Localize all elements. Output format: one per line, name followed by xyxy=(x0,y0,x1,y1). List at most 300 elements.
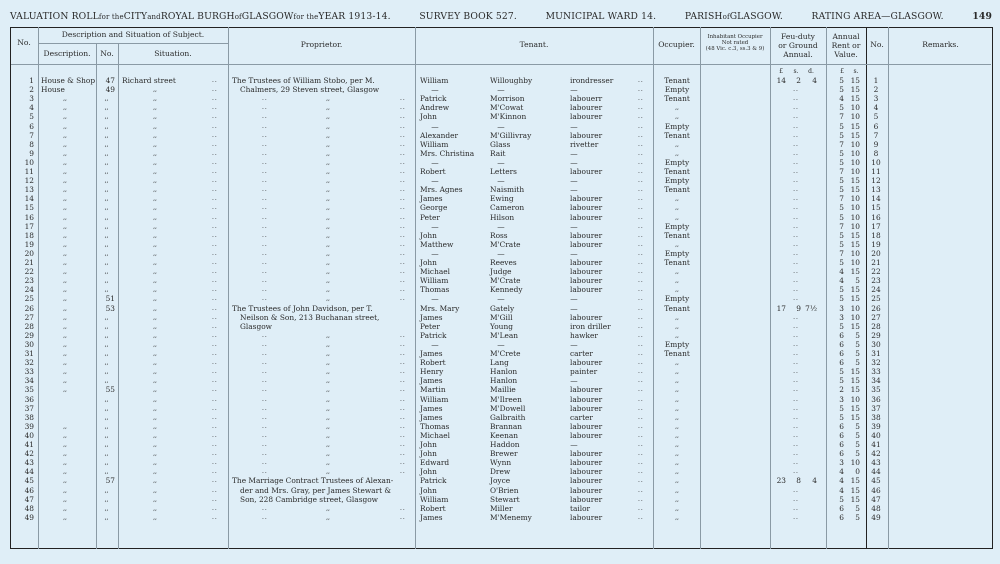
tenant-surname: Hanlon xyxy=(490,376,518,386)
leader-dots: .. xyxy=(638,450,644,458)
leader-dots: .. xyxy=(638,486,644,494)
situation: ,, xyxy=(153,477,157,485)
leader-dots: .. xyxy=(638,131,644,139)
leader-dots: .. xyxy=(638,186,644,194)
proprietor-ditto: ,, xyxy=(326,350,330,357)
rent-pounds: 3 xyxy=(839,458,844,468)
proprietor-ditto-dots: .. xyxy=(262,340,268,348)
unit-pounds: £ xyxy=(779,68,783,75)
description: ,, xyxy=(63,286,67,294)
subject-number: ,, xyxy=(104,286,109,294)
feu-empty-dots: .. xyxy=(793,240,799,248)
feu-pounds: 14 xyxy=(776,76,786,85)
tenant-surname: Brannan xyxy=(490,421,523,431)
leader-dots: .. xyxy=(638,158,644,166)
header-proprietor: Proprietor. xyxy=(300,40,343,49)
row-number: 32 xyxy=(24,358,34,368)
leader-dots: .. xyxy=(638,149,644,157)
description: ,, xyxy=(63,322,67,330)
proprietor-ditto: ,, xyxy=(326,431,330,439)
description: ,, xyxy=(63,140,67,148)
row-number-2: 40 xyxy=(871,430,881,440)
occupier-status: ,, xyxy=(675,395,679,403)
description: ,, xyxy=(63,495,67,503)
rent-pounds: 5 xyxy=(839,239,844,249)
subject-number: ,, xyxy=(104,313,109,321)
tenant-occupation: labourer xyxy=(570,449,603,459)
column-divider xyxy=(228,27,229,549)
leader-dots: .. xyxy=(638,122,644,130)
tenant-surname: Kennedy xyxy=(490,285,523,295)
tenant-first-name: Mrs. Christina xyxy=(420,148,475,158)
row-number-2: 11 xyxy=(871,167,881,176)
subject-number: ,, xyxy=(104,486,109,494)
proprietor-ditto: ,, xyxy=(326,140,330,148)
tenant-occupation: carter xyxy=(570,349,593,358)
leader-dots: .. xyxy=(638,177,644,185)
leader-dots: .. xyxy=(212,359,218,367)
leader-dots: .. xyxy=(212,104,218,112)
tenant-first-name: John xyxy=(420,467,437,477)
feu-empty-dots: .. xyxy=(793,195,799,203)
proprietor-ditto-dots: .. xyxy=(262,204,268,212)
proprietor-ditto-dots: .. xyxy=(262,468,268,476)
description: ,, xyxy=(63,268,67,276)
tenant-surname: Wynn xyxy=(490,458,512,468)
header-feu-duty: Feu-duty or Ground Annual. xyxy=(778,32,818,59)
rent-shillings: 10 xyxy=(850,458,860,468)
feu-empty-dots: .. xyxy=(793,268,799,276)
occupier-status: ,, xyxy=(675,413,679,421)
rent-shillings: 5 xyxy=(855,503,860,513)
tenant-first-name: John xyxy=(420,449,437,459)
tenant-occupation: hawker xyxy=(570,330,598,340)
rent-pounds: 7 xyxy=(839,194,844,204)
occupier-status: ,, xyxy=(675,450,679,458)
page-header xyxy=(10,9,992,23)
tenant-occupation: — xyxy=(570,85,578,95)
rent-shillings: 10 xyxy=(850,212,860,222)
situation: ,, xyxy=(153,386,157,394)
leader-dots: .. xyxy=(400,249,406,257)
row-number-2: 46 xyxy=(871,485,881,495)
row-number: 33 xyxy=(24,367,34,377)
proprietor-ditto: ,, xyxy=(326,158,330,166)
feu-empty-dots: .. xyxy=(793,286,799,294)
column-divider xyxy=(653,27,654,549)
leader-dots: .. xyxy=(638,459,644,467)
feu-empty-dots: .. xyxy=(793,404,799,412)
feu-empty-dots: .. xyxy=(793,441,799,448)
description: ,, xyxy=(63,259,67,266)
row-number-2: 27 xyxy=(871,312,881,322)
row-number: 38 xyxy=(24,412,34,422)
tenant-surname: M'Ilreen xyxy=(490,394,522,404)
leader-dots: .. xyxy=(212,240,218,248)
row-number-2: 41 xyxy=(871,440,881,449)
row-number-2: 30 xyxy=(871,339,881,349)
tenant-surname: M'Lean xyxy=(490,330,519,340)
rent-pounds: 6 xyxy=(839,349,844,358)
subject-number: ,, xyxy=(104,377,109,385)
leader-dots: .. xyxy=(212,413,218,421)
proprietor-ditto: ,, xyxy=(326,240,330,248)
row-number-2: 1 xyxy=(873,76,879,85)
description: ,, xyxy=(63,240,67,248)
tenant-occupation: labourer xyxy=(570,258,603,267)
leader-dots: .. xyxy=(400,240,406,248)
feu-empty-dots: .. xyxy=(793,259,799,266)
description: ,, xyxy=(63,304,67,312)
leader-dots: .. xyxy=(212,504,218,512)
proprietor-ditto-dots: .. xyxy=(262,286,268,294)
rent-shillings: 15 xyxy=(850,403,860,413)
tenant-occupation: labourer xyxy=(570,285,603,295)
tenant-surname: M'Kinnon xyxy=(490,112,527,122)
feu-empty-dots: .. xyxy=(793,168,799,175)
row-number-2: 20 xyxy=(871,248,881,258)
row-number-2: 26 xyxy=(871,303,881,313)
proprietor-ditto-dots: .. xyxy=(262,422,268,430)
leader-dots: .. xyxy=(212,322,218,330)
tenant-surname: M'Crate xyxy=(490,276,521,286)
row-number: 17 xyxy=(24,221,34,231)
proprietor-ditto: ,, xyxy=(326,504,330,512)
subject-number: ,, xyxy=(104,368,109,376)
rent-shillings: 15 xyxy=(850,485,860,495)
occupier-status: ,, xyxy=(675,495,679,503)
tenant-surname: M'Crate xyxy=(490,239,521,249)
rent-shillings: 15 xyxy=(850,385,860,395)
feu-empty-dots: .. xyxy=(793,359,799,367)
row-number: 18 xyxy=(24,230,34,240)
rent-pounds: 5 xyxy=(839,321,844,331)
leader-dots: .. xyxy=(212,222,218,230)
occupier-status: Tenant xyxy=(664,258,690,267)
proprietor-ditto-dots: .. xyxy=(262,95,268,103)
subject-number: ,, xyxy=(104,359,109,367)
row-number: 13 xyxy=(24,185,34,195)
occupier-status: ,, xyxy=(675,204,679,212)
situation: ,, xyxy=(153,468,157,476)
proprietor-ditto: ,, xyxy=(326,413,330,421)
leader-dots: .. xyxy=(638,322,644,330)
row-number: 15 xyxy=(24,203,34,213)
tenant-first-name: — xyxy=(431,248,439,258)
tenant-surname: M'Crete xyxy=(490,349,521,358)
situation: ,, xyxy=(153,149,157,157)
proprietor-ditto-dots: .. xyxy=(262,368,268,376)
tenant-occupation: labourer xyxy=(570,385,603,395)
tenant-occupation: — xyxy=(570,294,578,304)
description: ,, xyxy=(63,113,67,121)
feu-empty-dots: .. xyxy=(793,459,799,467)
occupier-status: Tenant xyxy=(664,230,690,240)
description: ,, xyxy=(63,295,67,303)
feu-empty-dots: .. xyxy=(793,158,799,166)
row-number: 31 xyxy=(24,349,34,358)
leader-dots: .. xyxy=(638,295,644,303)
row-number: 5 xyxy=(29,112,34,122)
tenant-first-name: George xyxy=(420,203,448,213)
row-number-2: 13 xyxy=(871,185,881,195)
row-number: 41 xyxy=(24,440,34,449)
tenant-first-name: Robert xyxy=(420,167,446,176)
leader-dots: .. xyxy=(400,441,406,448)
occupier-status: Tenant xyxy=(664,167,690,176)
row-number-2: 38 xyxy=(871,412,881,422)
subject-number: ,, xyxy=(104,495,109,503)
rent-shillings: 15 xyxy=(850,76,860,85)
rent-shillings: 15 xyxy=(850,239,860,249)
leader-dots: .. xyxy=(212,86,218,94)
proprietor-ditto-dots: .. xyxy=(262,259,268,266)
occupier-status: Tenant xyxy=(664,349,690,358)
subject-number: 47 xyxy=(105,76,115,85)
row-number-2: 35 xyxy=(871,385,881,395)
rent-pounds: 6 xyxy=(839,430,844,440)
row-number-2: 9 xyxy=(873,139,879,149)
feu-pence: 4 xyxy=(812,476,817,486)
title-part: ROYAL BURGH xyxy=(160,10,235,22)
rent-shillings: 10 xyxy=(850,312,860,322)
tenant-first-name: John xyxy=(420,112,437,122)
rent-pounds: 5 xyxy=(839,212,844,222)
occupier-status: Tenant xyxy=(664,130,690,140)
rent-shillings: 15 xyxy=(850,321,860,331)
description: ,, xyxy=(63,149,67,157)
row-number-2: 18 xyxy=(871,230,881,240)
tenant-surname: Glass xyxy=(490,139,511,149)
proprietor-ditto-dots: .. xyxy=(262,249,268,257)
proprietor-ditto-dots: .. xyxy=(262,140,268,148)
leader-dots: .. xyxy=(400,259,406,266)
description: ,, xyxy=(63,450,67,458)
row-number: 34 xyxy=(24,376,34,386)
rent-pounds: 5 xyxy=(839,176,844,186)
leader-dots: .. xyxy=(638,340,644,348)
rent-shillings: 10 xyxy=(850,139,860,149)
leader-dots: .. xyxy=(400,195,406,203)
row-number-2: 31 xyxy=(871,349,881,358)
tenant-surname: Judge xyxy=(490,267,512,277)
tenant-first-name: — xyxy=(431,339,439,349)
situation: ,, xyxy=(153,122,157,130)
tenant-occupation: — xyxy=(570,121,578,131)
subject-number: ,, xyxy=(104,468,109,476)
situation: ,, xyxy=(153,395,157,403)
row-number-2: 25 xyxy=(871,294,881,304)
proprietor-ditto: ,, xyxy=(326,377,330,385)
row-number-2: 15 xyxy=(871,203,881,213)
unit-pence: d. xyxy=(808,68,814,75)
proprietor-ditto-dots: .. xyxy=(262,158,268,166)
leader-dots: .. xyxy=(212,340,218,348)
proprietor-ditto: ,, xyxy=(326,113,330,121)
tenant-surname: Rait xyxy=(490,148,506,158)
subject-number: ,, xyxy=(104,350,109,357)
leader-dots: .. xyxy=(400,158,406,166)
leader-dots: .. xyxy=(638,140,644,148)
subject-number: ,, xyxy=(104,277,109,285)
rent-pounds: 5 xyxy=(839,230,844,240)
leader-dots: .. xyxy=(212,177,218,185)
tenant-occupation: labourer xyxy=(570,130,603,140)
row-number-2: 47 xyxy=(871,494,881,504)
row-number-2: 45 xyxy=(871,476,881,486)
row-number: 36 xyxy=(24,394,34,404)
description: ,, xyxy=(63,195,67,203)
tenant-occupation: labourer xyxy=(570,103,603,113)
proprietor-ditto: ,, xyxy=(326,104,330,112)
tenant-first-name: William xyxy=(420,494,449,504)
description: ,, xyxy=(63,377,67,385)
proprietor-ditto-dots: .. xyxy=(262,450,268,458)
row-number: 23 xyxy=(24,276,34,286)
leader-dots: .. xyxy=(400,168,406,175)
subject-number: ,, xyxy=(104,249,109,257)
description: ,, xyxy=(63,104,67,112)
occupier-status: ,, xyxy=(675,140,679,148)
feu-empty-dots: .. xyxy=(793,513,799,521)
description: ,, xyxy=(63,468,67,476)
rent-pounds: 5 xyxy=(839,103,844,113)
header-tenant: Tenant. xyxy=(519,40,549,49)
leader-dots: .. xyxy=(638,468,644,476)
column-divider xyxy=(118,44,119,549)
leader-dots: .. xyxy=(400,422,406,430)
leader-dots: .. xyxy=(212,486,218,494)
column-divider xyxy=(38,27,39,549)
proprietor-ditto: ,, xyxy=(326,286,330,294)
leader-dots: .. xyxy=(212,231,218,239)
tenant-occupation: — xyxy=(570,157,578,167)
leader-dots: .. xyxy=(638,477,644,485)
leader-dots: .. xyxy=(638,359,644,367)
leader-dots: .. xyxy=(638,313,644,321)
occupier-status: Tenant xyxy=(664,76,690,85)
leader-dots: .. xyxy=(212,95,218,103)
situation: ,, xyxy=(153,158,157,166)
leader-dots: .. xyxy=(638,277,644,285)
situation: ,, xyxy=(153,213,157,221)
subject-number: ,, xyxy=(104,149,109,157)
row-number: 4 xyxy=(29,103,34,113)
municipal-ward: MUNICIPAL WARD 14. xyxy=(545,10,657,22)
leader-dots: .. xyxy=(638,222,644,230)
tenant-surname: Haddon xyxy=(490,440,520,449)
roll-title xyxy=(10,11,391,22)
tenant-surname: — xyxy=(497,85,505,95)
rent-shillings: 10 xyxy=(850,221,860,231)
proprietor-ditto: ,, xyxy=(326,213,330,221)
proprietor-ditto: ,, xyxy=(326,204,330,212)
tenant-occupation: — xyxy=(570,303,578,313)
occupier-status: ,, xyxy=(675,422,679,430)
tenant-occupation: labourer xyxy=(570,403,603,413)
description: ,, xyxy=(63,122,67,130)
proprietor-ditto-dots: .. xyxy=(262,168,268,175)
situation: ,, xyxy=(153,204,157,212)
leader-dots: .. xyxy=(400,204,406,212)
row-number-2: 36 xyxy=(871,394,881,404)
row-number-2: 24 xyxy=(871,285,881,295)
proprietor-ditto-dots: .. xyxy=(262,350,268,357)
situation: ,, xyxy=(153,313,157,321)
rent-shillings: 15 xyxy=(850,476,860,486)
tenant-first-name: Michael xyxy=(420,267,450,277)
occupier-status: ,, xyxy=(675,277,679,285)
description: ,, xyxy=(63,368,67,376)
proprietor-line: The Trustees of William Stobo, per M. xyxy=(232,76,375,85)
row-number-2: 28 xyxy=(871,321,881,331)
situation: ,, xyxy=(153,404,157,412)
row-number-2: 33 xyxy=(871,367,881,377)
row-number-2: 2 xyxy=(873,85,879,95)
proprietor-ditto-dots: .. xyxy=(262,240,268,248)
leader-dots: .. xyxy=(638,231,644,239)
tenant-first-name: — xyxy=(431,221,439,231)
occupier-status: ,, xyxy=(675,486,679,494)
situation: ,, xyxy=(153,95,157,103)
rent-shillings: 10 xyxy=(850,248,860,258)
tenant-surname: Galbraith xyxy=(490,412,526,422)
feu-shillings: 9 xyxy=(796,303,801,313)
proprietor-line: Neilson & Son, 213 Buchanan street, xyxy=(240,312,380,322)
tenant-occupation: labourer xyxy=(570,394,603,404)
row-number-2: 29 xyxy=(871,330,881,340)
leader-dots: .. xyxy=(212,477,218,485)
occupier-status: Empty xyxy=(664,121,690,131)
leader-dots: .. xyxy=(400,386,406,394)
situation: ,, xyxy=(153,86,157,94)
description: ,, xyxy=(63,131,67,139)
description: ,, xyxy=(63,340,67,348)
rent-pounds: 6 xyxy=(839,512,844,522)
leader-dots: .. xyxy=(212,377,218,385)
rent-pounds: 2 xyxy=(839,385,844,395)
description: ,, xyxy=(63,350,67,357)
rent-pounds: 7 xyxy=(839,248,844,258)
header-inhabitant: Inhabitant Occupier Not rated (48 Vic. c.3, ss.3 & 9) xyxy=(705,34,765,53)
subject-number: ,, xyxy=(104,222,109,230)
leader-dots: .. xyxy=(400,268,406,276)
proprietor-ditto-dots: .. xyxy=(262,122,268,130)
occupier-status: ,, xyxy=(675,113,679,121)
tenant-surname: Gately xyxy=(490,303,515,313)
proprietor-ditto: ,, xyxy=(326,450,330,458)
description: ,, xyxy=(63,231,67,239)
subject-number: ,, xyxy=(104,504,109,512)
description: ,, xyxy=(63,95,67,103)
title-part: YEAR 1913-14. xyxy=(318,10,391,22)
tenant-first-name: Patrick xyxy=(420,476,447,486)
description: ,, xyxy=(63,213,67,221)
proprietor-ditto: ,, xyxy=(326,368,330,376)
feu-empty-dots: .. xyxy=(793,213,799,221)
occupier-status: ,, xyxy=(675,404,679,412)
tenant-first-name: James xyxy=(420,512,443,522)
situation: ,, xyxy=(153,441,157,448)
rent-shillings: 10 xyxy=(850,394,860,404)
rent-shillings: 15 xyxy=(850,494,860,504)
subject-number: ,, xyxy=(104,513,109,521)
leader-dots: .. xyxy=(400,340,406,348)
rent-pounds: 5 xyxy=(839,258,844,267)
row-number-2: 4 xyxy=(873,103,879,113)
tenant-occupation: labourer xyxy=(570,421,603,431)
header-description: Description. xyxy=(43,49,91,58)
